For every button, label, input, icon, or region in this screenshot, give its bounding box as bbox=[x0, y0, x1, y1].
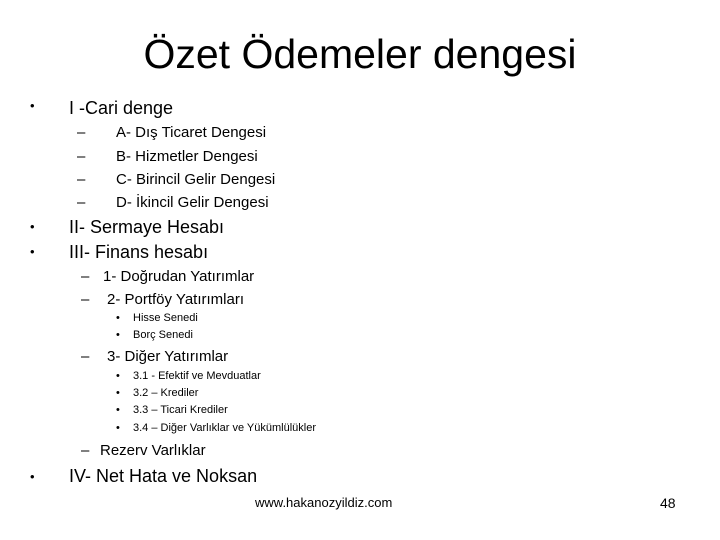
dash-marker: – bbox=[81, 291, 90, 308]
bullet-marker: • bbox=[30, 469, 35, 484]
other-investment-sub-item: 3.1 - Efektif ve Mevduatlar bbox=[133, 370, 261, 382]
current-account-item: C- Birincil Gelir Dengesi bbox=[116, 171, 276, 188]
other-investment-item: 3- Diğer Yatırımlar bbox=[107, 348, 229, 365]
bullet-marker: • bbox=[116, 387, 120, 399]
bullet-marker: • bbox=[30, 98, 35, 113]
bullet-marker: • bbox=[30, 219, 35, 234]
bullet-marker: • bbox=[116, 422, 120, 434]
dash-marker: – bbox=[77, 171, 86, 188]
other-investment-sub-item: 3.3 – Ticari Krediler bbox=[133, 404, 228, 416]
errors-omissions-heading: IV- Net Hata ve Noksan bbox=[69, 466, 258, 486]
portfolio-investment-item: 2- Portföy Yatırımları bbox=[107, 291, 244, 308]
bullet-marker: • bbox=[30, 244, 35, 259]
portfolio-sub-item: Borç Senedi bbox=[133, 329, 193, 341]
dash-marker: – bbox=[81, 442, 90, 459]
dash-marker: – bbox=[77, 148, 86, 165]
dash-marker: – bbox=[77, 194, 86, 211]
current-account-item: D- İkincil Gelir Dengesi bbox=[116, 194, 269, 211]
footer-url: www.hakanozyildiz.com bbox=[255, 495, 393, 510]
dash-marker: – bbox=[81, 348, 90, 365]
bullet-marker: • bbox=[116, 329, 120, 341]
slide-title: Özet Ödemeler dengesi bbox=[143, 31, 577, 77]
reserve-assets-item: Rezerv Varlıklar bbox=[100, 442, 206, 459]
capital-account-heading: II- Sermaye Hesabı bbox=[69, 217, 225, 237]
financial-account-heading: III- Finans hesabı bbox=[69, 242, 209, 262]
bullet-marker: • bbox=[116, 370, 120, 382]
current-account-item: A- Dış Ticaret Dengesi bbox=[116, 124, 267, 141]
other-investment-sub-item: 3.2 – Krediler bbox=[133, 387, 199, 399]
portfolio-sub-item: Hisse Senedi bbox=[133, 312, 198, 324]
page-number: 48 bbox=[660, 495, 676, 511]
bullet-marker: • bbox=[116, 404, 120, 416]
direct-investment-item: 1- Doğrudan Yatırımlar bbox=[103, 268, 255, 285]
current-account-heading: I -Cari denge bbox=[69, 98, 174, 118]
other-investment-sub-item: 3.4 – Diğer Varlıklar ve Yükümlülükler bbox=[133, 422, 317, 434]
current-account-item: B- Hizmetler Dengesi bbox=[116, 148, 258, 165]
dash-marker: – bbox=[77, 124, 86, 141]
dash-marker: – bbox=[81, 268, 90, 285]
bullet-marker: • bbox=[116, 312, 120, 324]
